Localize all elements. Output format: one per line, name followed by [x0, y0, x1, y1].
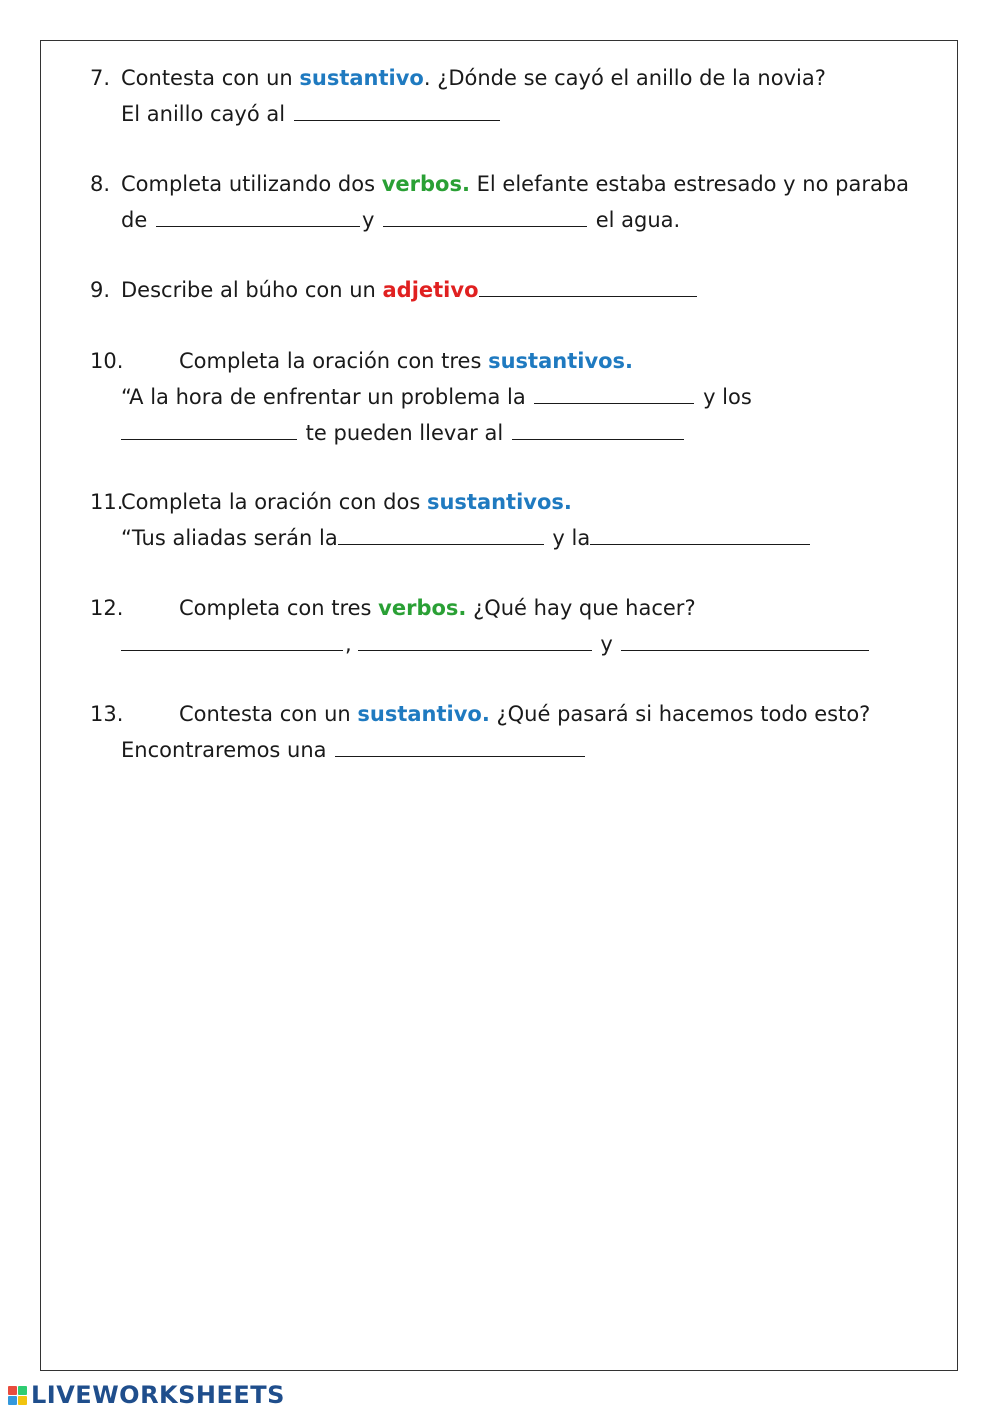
question-12: [90, 590, 871, 662]
answer-prompt: Encontraremos una: [121, 738, 334, 762]
keyword-sustantivo: sustantivo.: [357, 702, 490, 726]
answer-suffix: el agua.: [589, 208, 681, 232]
keyword-verbos: verbos.: [381, 172, 470, 196]
answer-blank[interactable]: [335, 755, 585, 757]
question-text: El elefante estaba estresado y no paraba: [469, 172, 910, 196]
question-text: Completa con tres: [179, 596, 379, 620]
question-text: . ¿Dónde se cayó el anillo de la novia?: [423, 66, 826, 90]
answer-prompt: de: [121, 208, 154, 232]
keyword-sustantivos: sustantivos.: [488, 349, 634, 373]
question-13: [90, 696, 870, 768]
question-text: Completa utilizando dos: [121, 172, 382, 196]
answer-prompt: El anillo cayó al: [121, 102, 292, 126]
question-10: [90, 343, 752, 451]
sentence-text: te pueden llevar al: [299, 421, 510, 445]
question-number: 8.: [90, 172, 111, 196]
answer-blank[interactable]: [534, 402, 694, 404]
answer-blank[interactable]: [294, 119, 500, 121]
question-number: 12.: [90, 596, 124, 620]
keyword-adjetivo: adjetivo: [382, 278, 479, 302]
answer-blank[interactable]: [383, 225, 587, 227]
question-text: Describe al búho con un: [121, 278, 383, 302]
brand-name: LIVEWORKSHEETS: [31, 1381, 285, 1409]
answer-blank[interactable]: [621, 649, 869, 651]
sentence-text: “Tus aliadas serán la: [121, 526, 338, 550]
question-number: 11.: [90, 490, 124, 514]
answer-connector: y: [361, 208, 382, 232]
liveworksheets-logo-icon: [8, 1386, 27, 1405]
question-number: 9.: [90, 278, 111, 302]
answer-blank[interactable]: [358, 649, 592, 651]
keyword-sustantivos: sustantivos.: [426, 490, 572, 514]
answer-blank[interactable]: [156, 225, 360, 227]
question-7: [90, 60, 826, 132]
sentence-text: y la: [545, 526, 591, 550]
keyword-verbos: verbos.: [378, 596, 467, 620]
answer-connector: y: [593, 632, 620, 656]
answer-blank[interactable]: [121, 649, 343, 651]
sentence-text: “A la hora de enfrentar un problema la: [121, 385, 533, 409]
question-9: [90, 272, 699, 308]
question-text: Contesta con un: [179, 702, 358, 726]
question-8: [90, 166, 909, 238]
liveworksheets-brand: [8, 1380, 285, 1410]
question-text: ¿Qué pasará si hacemos todo esto?: [489, 702, 871, 726]
sentence-text: y los: [696, 385, 752, 409]
answer-blank[interactable]: [121, 438, 297, 440]
answer-blank[interactable]: [512, 438, 684, 440]
answer-blank[interactable]: [479, 295, 697, 297]
answer-blank[interactable]: [338, 543, 544, 545]
answer-separator: ,: [345, 632, 352, 656]
question-text: Completa la oración con tres: [179, 349, 489, 373]
question-text: Contesta con un: [121, 66, 300, 90]
keyword-sustantivo: sustantivo: [299, 66, 424, 90]
question-text: Completa la oración con dos: [121, 490, 427, 514]
question-number: 13.: [90, 702, 124, 726]
question-11: [90, 484, 812, 556]
question-number: 7.: [90, 66, 111, 90]
question-text: ¿Qué hay que hacer?: [466, 596, 696, 620]
question-number: 10.: [90, 349, 124, 373]
answer-blank[interactable]: [590, 543, 810, 545]
